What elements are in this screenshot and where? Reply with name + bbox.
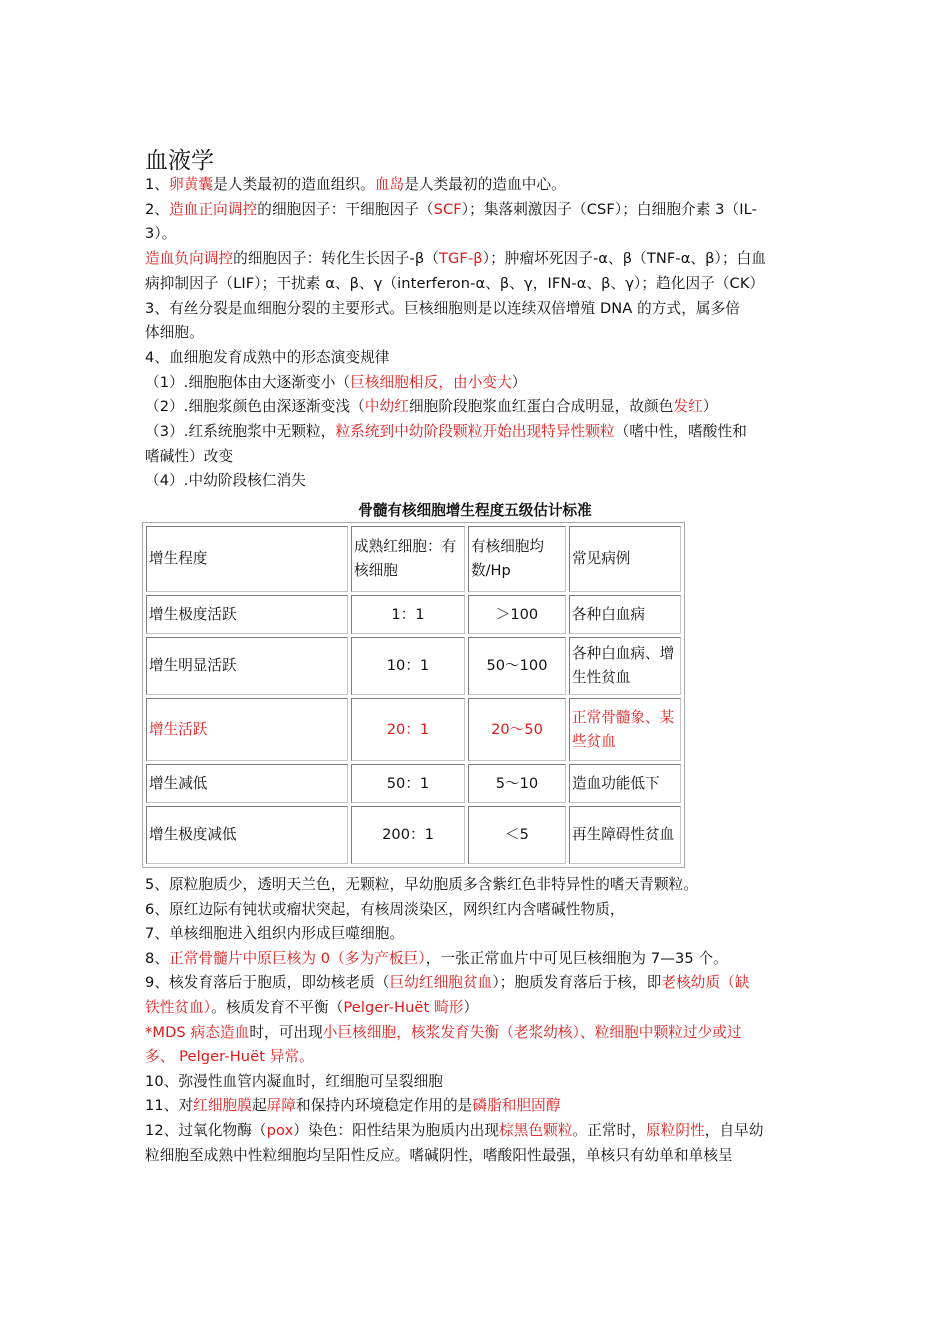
text-segment: 是人类最初的造血组织。 — [213, 176, 375, 193]
text-segment: 是人类最初的造血中心。 — [404, 176, 566, 193]
table-cell: 20：1 — [351, 698, 465, 761]
text-segment: 5、原粒胞质少，透明天兰色，无颗粒，早幼胞质多含紫红色非特异性的嗜天青颗粒。 — [145, 876, 699, 893]
text-line — [145, 297, 813, 322]
highlighted-text: 铁性贫血） — [145, 999, 212, 1016]
table-cell: 增生极度减低 — [146, 806, 348, 864]
table-cell: 各种白血病、增生性贫血 — [569, 637, 681, 695]
header-cell: 增生程度 — [146, 526, 348, 592]
table-row — [146, 637, 681, 695]
highlighted-text: 老核幼质（缺 — [661, 974, 750, 992]
table-cell: 1：1 — [351, 595, 465, 634]
text-line — [145, 898, 813, 923]
text-segment: 8、 — [145, 949, 170, 967]
text-segment: （4）.中幼阶段核仁消失 — [145, 472, 307, 490]
table-cell: 50～100 — [468, 637, 566, 695]
table-cell: 10：1 — [351, 637, 465, 695]
text-segment: ） — [702, 398, 718, 416]
text-segment: 起 — [251, 1097, 267, 1115]
text-segment: 12、过氧化物酶（ — [145, 1122, 267, 1139]
table-cell: 造血功能低下 — [569, 764, 681, 803]
highlighted-text: 血岛 — [374, 176, 405, 193]
text-line — [145, 173, 813, 198]
highlighted-text: 原粒阴性 — [646, 1122, 705, 1139]
text-line — [145, 272, 813, 297]
text-segment: 10、弥漫性血管内凝血时，红细胞可呈裂细胞 — [145, 1072, 443, 1090]
text-segment: ，自早幼 — [704, 1122, 764, 1139]
highlighted-text: 小巨核细胞，核浆发育失衡（老浆幼核）、粒细胞中颗粒过少或过 — [322, 1023, 742, 1041]
table-row-highlighted — [146, 698, 681, 761]
text-segment: ）；胞质发育落后于核，即 — [492, 974, 662, 992]
highlighted-text: 发红 — [673, 398, 703, 416]
text-segment: 1、 — [145, 176, 170, 193]
text-segment: （嗜中性，嗜酸性和 — [614, 423, 747, 440]
text-segment: 4、血细胞发育成熟中的形态演变规律 — [145, 348, 390, 366]
highlighted-text: 磷脂和胆固醇 — [472, 1097, 561, 1115]
text-line — [145, 1144, 813, 1169]
table-cell: 正常骨髓象、某些贫血 — [569, 698, 681, 761]
highlighted-text: Pelger-Huët 畸形 — [343, 999, 464, 1016]
text-line — [145, 222, 813, 247]
highlighted-text: 造血负向调控 — [145, 250, 234, 268]
text-segment: 时，可出现 — [249, 1023, 323, 1041]
text-line — [145, 198, 813, 223]
highlighted-text: 棕黑色颗粒 — [499, 1122, 573, 1139]
table-cell: 各种白血病 — [569, 595, 681, 634]
text-segment: ）；肿瘤坏死因子-α、β（TNF-α、β）；白血 — [482, 250, 767, 268]
text-segment: 9、核发育落后于胞质，即幼核老质（ — [145, 974, 390, 992]
text-segment: ） — [511, 373, 527, 391]
text-segment: 6、原红边际有钝状或瘤状突起，有核周淡染区，网织红内含嗜碱性物质， — [145, 900, 625, 918]
text-line — [145, 1021, 813, 1046]
text-segment: ）；集落刺激因子（CSF）；白细胞介素 3（IL- — [461, 200, 757, 218]
text-line — [145, 371, 813, 396]
text-line — [145, 321, 813, 346]
text-segment: ）染色：阳性结果为胞质内出现 — [293, 1122, 500, 1139]
highlighted-text: 造血正向调控 — [169, 200, 258, 218]
highlighted-text: 巨幼红细胞贫血 — [389, 974, 493, 992]
text-segment: （1）.细胞胞体由大逐渐变小（ — [145, 373, 351, 391]
highlighted-text: 巨核细胞相反，由小变大 — [350, 373, 512, 391]
text-line — [145, 445, 813, 470]
text-line — [145, 1070, 813, 1095]
text-line — [145, 922, 813, 947]
highlighted-text: 红细胞膜 — [193, 1097, 252, 1115]
text-segment: 。核质发育不平衡（ — [211, 999, 344, 1016]
table-cell: 增生明显活跃 — [146, 637, 348, 695]
text-segment: 3）。 — [145, 225, 177, 243]
table-cell: ＜5 — [468, 806, 566, 864]
table-row — [146, 764, 681, 803]
highlighted-text: 多、 Pelger-Huët 异常。 — [145, 1048, 314, 1066]
text-segment: （2）.细胞浆颜色由深逐渐变浅（ — [145, 398, 365, 416]
text-segment: 嗜碱性）改变 — [145, 447, 234, 465]
table-cell: 50：1 — [351, 764, 465, 803]
table-cell: 20～50 — [468, 698, 566, 761]
header-cell: 成熟红细胞：有核细胞 — [351, 526, 465, 592]
highlighted-text: 粒系统到中幼阶段颗粒开始出现特异性颗粒 — [335, 423, 615, 440]
text-line — [145, 1094, 813, 1119]
text-segment: 3、有丝分裂是血细胞分裂的主要形式。巨核细胞则是以连续双倍增殖 DNA 的方式，属多倍 — [145, 299, 740, 317]
text-line — [145, 395, 813, 420]
text-segment: ） — [463, 999, 479, 1016]
highlighted-text: 卵黄囊 — [169, 176, 214, 193]
table-cell: 5～10 — [468, 764, 566, 803]
text-line — [145, 996, 813, 1021]
highlighted-text: TGF-β — [438, 250, 483, 268]
text-segment: 2、 — [145, 200, 170, 218]
text-segment: 7、单核细胞进入组织内形成巨噬细胞。 — [145, 925, 405, 943]
text-segment: 的细胞因子：转化生长因子-β（ — [233, 250, 439, 268]
text-line — [145, 873, 813, 898]
highlighted-text: SCF — [433, 200, 462, 218]
header-cell: 有核细胞均数/Hp — [468, 526, 566, 592]
highlighted-text: 中幼红 — [364, 398, 409, 416]
table-cell: 增生极度活跃 — [146, 595, 348, 634]
table-cell: 增生减低 — [146, 764, 348, 803]
highlighted-text: pox — [266, 1122, 294, 1139]
text-segment: （3）.红系统胞浆中无颗粒， — [145, 423, 336, 440]
table-title: 骨髓有核细胞增生程度五级估计标准 — [358, 502, 592, 519]
proliferation-grade-table — [142, 522, 685, 868]
text-segment: 粒细胞至成熟中性粒细胞均呈阳性反应。嗜碱阴性，嗜酸阳性最强，单核只有幼单和单核呈 — [145, 1146, 733, 1164]
text-segment: 体细胞。 — [145, 324, 204, 342]
text-segment: 和保持内环境稳定作用的是 — [296, 1097, 473, 1115]
text-line — [145, 971, 813, 996]
text-line — [145, 346, 813, 371]
text-segment: 细胞阶段胞浆血红蛋白合成明显，故颜色 — [408, 398, 674, 416]
text-segment: ，一张正常血片中可见巨核细胞为 7—35 个。 — [425, 949, 728, 967]
highlighted-text: 正常骨髓片中原巨核为 0（多为产板巨） — [169, 949, 426, 967]
text-line — [145, 420, 813, 445]
page-title: 血液学 — [145, 148, 214, 174]
table-row — [146, 806, 681, 864]
text-segment: 11、对 — [145, 1097, 194, 1115]
highlighted-text: *MDS 病态造血 — [145, 1023, 250, 1041]
header-cell: 常见病例 — [569, 526, 681, 592]
table-cell: ＞100 — [468, 595, 566, 634]
text-line — [145, 247, 813, 272]
text-line — [145, 947, 813, 972]
text-segment: 病抑制因子（LIF）；干扰素 α、β、γ（interferon-α、β、γ，IFN-α、β、γ）；趋化因子（CK） — [145, 274, 765, 292]
table-header-row — [146, 526, 681, 592]
table-cell: 再生障碍性贫血 — [569, 806, 681, 864]
table-row — [146, 595, 681, 634]
table-cell: 增生活跃 — [146, 698, 348, 761]
text-line — [145, 469, 813, 494]
table-cell: 200：1 — [351, 806, 465, 864]
highlighted-text: 屏障 — [266, 1097, 297, 1115]
text-line — [145, 1119, 813, 1144]
text-segment: 的细胞因子：干细胞因子（ — [257, 200, 434, 218]
text-segment: 。正常时， — [572, 1122, 647, 1139]
text-line — [145, 1045, 813, 1070]
